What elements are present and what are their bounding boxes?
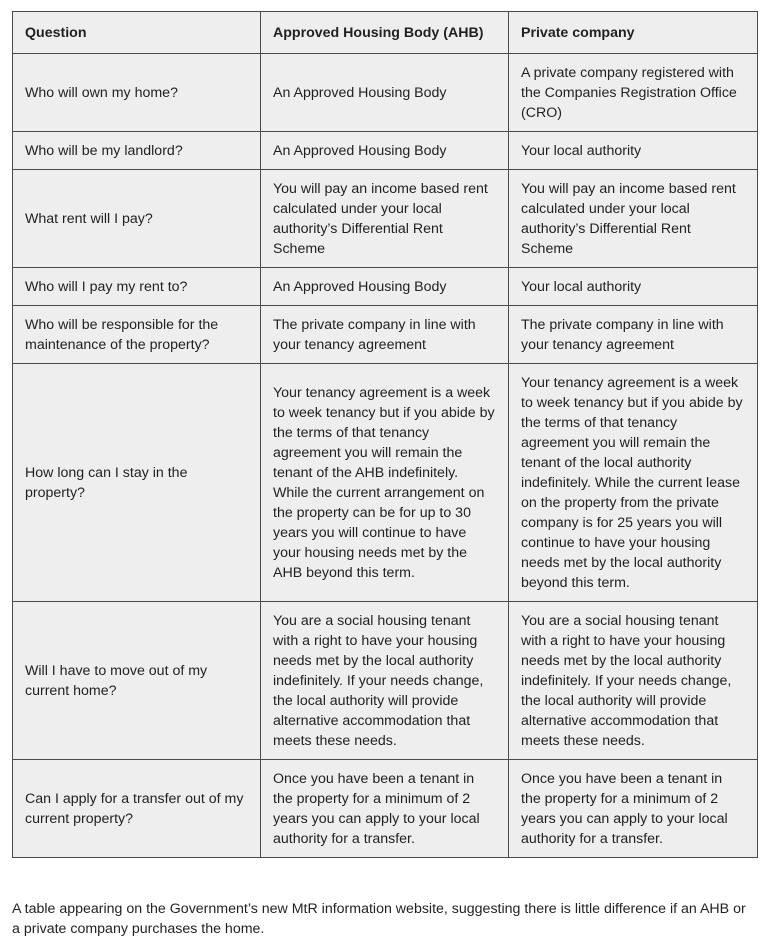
row-question: Who will own my home? [13, 54, 261, 132]
table-row [13, 268, 758, 306]
table-row [13, 364, 758, 602]
header-question: Question [13, 12, 261, 54]
row-ahb-answer: An Approved Housing Body [261, 54, 509, 132]
row-ahb-answer: Once you have been a tenant in the property for a minimum of 2 years you can apply to your local authority for a transfer. [261, 760, 509, 858]
row-ahb-answer: The private company in line with your tenancy agreement [261, 306, 509, 364]
table-row [13, 132, 758, 170]
row-question: Who will be my landlord? [13, 132, 261, 170]
table-row [13, 54, 758, 132]
row-question: How long can I stay in the property? [13, 364, 261, 602]
header-private-company: Private company [509, 12, 758, 54]
table-row [13, 170, 758, 268]
row-private-answer: Your local authority [509, 268, 758, 306]
table-row [13, 306, 758, 364]
row-ahb-answer: An Approved Housing Body [261, 268, 509, 306]
row-ahb-answer: An Approved Housing Body [261, 132, 509, 170]
row-private-answer: The private company in line with your tenancy agreement [509, 306, 758, 364]
row-private-answer: You are a social housing tenant with a right to have your housing needs met by the local authority indefinitely. If your needs change, the local authority will provide alternative accommodation that meets these needs. [509, 602, 758, 760]
row-private-answer: You will pay an income based rent calculated under your local authority’s Differential Rent Scheme [509, 170, 758, 268]
row-private-answer: Your local authority [509, 132, 758, 170]
row-question: What rent will I pay? [13, 170, 261, 268]
row-ahb-answer: You will pay an income based rent calculated under your local authority’s Differential Rent Scheme [261, 170, 509, 268]
row-question: Can I apply for a transfer out of my current property? [13, 760, 261, 858]
row-private-answer: A private company registered with the Companies Registration Office (CRO) [509, 54, 758, 132]
row-question: Who will I pay my rent to? [13, 268, 261, 306]
row-question: Who will be responsible for the maintenance of the property? [13, 306, 261, 364]
table-header-row [13, 12, 758, 54]
header-ahb: Approved Housing Body (AHB) [261, 12, 509, 54]
table-row [13, 602, 758, 760]
row-question: Will I have to move out of my current home? [13, 602, 261, 760]
comparison-table [12, 11, 758, 858]
table-row [13, 760, 758, 858]
row-private-answer: Once you have been a tenant in the property for a minimum of 2 years you can apply to your local authority for a transfer. [509, 760, 758, 858]
table-caption: A table appearing on the Government’s new MtR information website, suggesting there is little difference if an AHB or a private company purchases the home. [12, 901, 746, 937]
row-private-answer: Your tenancy agreement is a week to week tenancy but if you abide by the terms of that tenancy agreement you will remain the tenant of the local authority indefinitely. While the current lease on the property from the private company is for 25 years you will continue to have your housing needs met by the local authority beyond this term. [509, 364, 758, 602]
row-ahb-answer: You are a social housing tenant with a right to have your housing needs met by the local authority indefinitely. If your needs change, the local authority will provide alternative accommodation that meets these needs. [261, 602, 509, 760]
comparison-table-container [12, 11, 757, 858]
row-ahb-answer: Your tenancy agreement is a week to week tenancy but if you abide by the terms of that tenancy agreement you will remain the tenant of the AHB indefinitely. While the current arrangement on the property can be for up to 30 years you will continue to have your housing needs met by the AHB beyond this term. [261, 364, 509, 602]
